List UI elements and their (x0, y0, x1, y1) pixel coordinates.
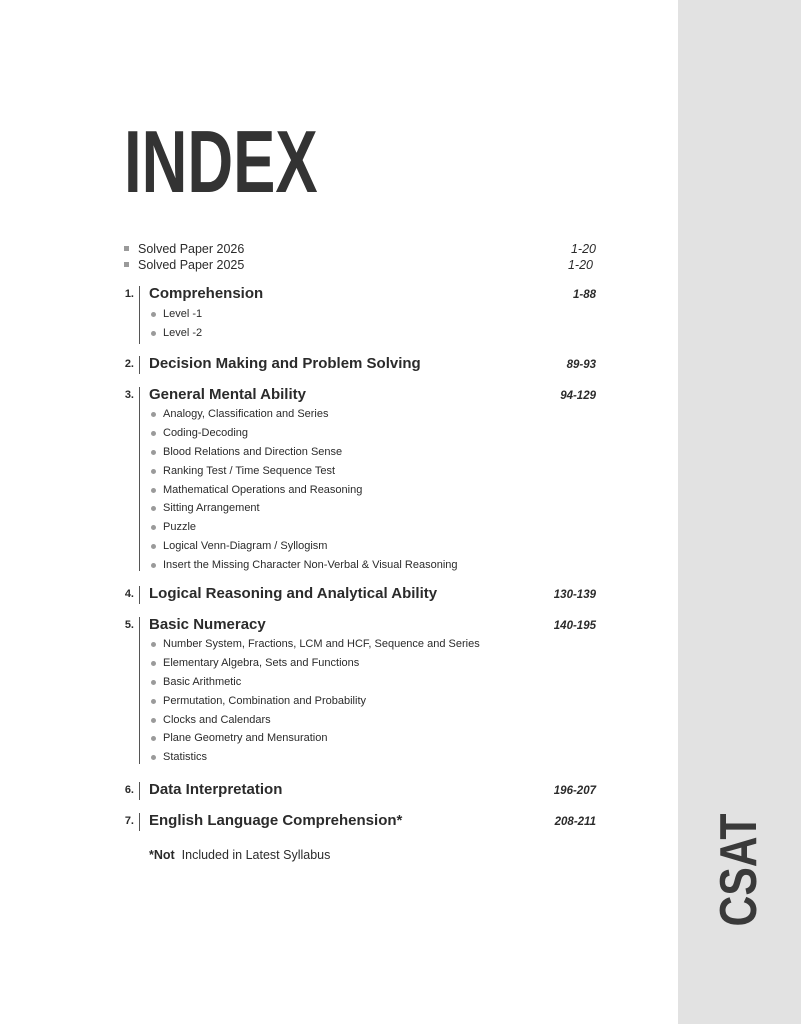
section-pages: 208-211 (554, 816, 596, 828)
section-divider (139, 356, 140, 374)
section-pages: 1-88 (572, 289, 596, 301)
section-items (149, 635, 480, 767)
section-pages: 94-129 (560, 390, 596, 402)
solved-paper-pages: 1-20 (570, 242, 596, 256)
section-title: Data Interpretation (149, 781, 283, 798)
section-divider (139, 813, 140, 831)
section-number: 1. (124, 288, 134, 300)
list-item: Logical Venn-Diagram / Syllogism (149, 537, 458, 556)
section-pages: 130-139 (553, 589, 596, 601)
list-item: Level -2 (149, 324, 202, 343)
list-item: Plane Geometry and Mensuration (149, 729, 480, 748)
syllabus-note (149, 847, 330, 863)
list-item: Analogy, Classification and Series (149, 405, 458, 424)
solved-paper-pages: 1-20 (567, 258, 593, 272)
section-number: 5. (124, 619, 134, 631)
list-item: Clocks and Calendars (149, 711, 480, 730)
section-title: General Mental Ability (149, 386, 306, 403)
list-item: Mathematical Operations and Reasoning (149, 481, 458, 500)
note-text: Included in Latest Syllabus (181, 848, 331, 862)
section-title: English Language Comprehension* (149, 812, 403, 829)
section-title: Comprehension (149, 285, 264, 302)
section-divider (139, 586, 140, 604)
solved-paper-label: Solved Paper 2026 (138, 242, 245, 256)
square-bullet-icon (124, 262, 129, 267)
section-title: Decision Making and Problem Solving (149, 355, 421, 372)
square-bullet-icon (124, 246, 129, 251)
section-number: 2. (124, 358, 134, 370)
section-pages: 196-207 (553, 785, 596, 797)
section-number: 3. (124, 389, 134, 401)
list-item: Sitting Arrangement (149, 499, 458, 518)
list-item: Permutation, Combination and Probability (149, 692, 480, 711)
list-item: Basic Arithmetic (149, 673, 480, 692)
list-item: Blood Relations and Direction Sense (149, 443, 458, 462)
section-title: Logical Reasoning and Analytical Ability (149, 585, 438, 602)
list-item: Insert the Missing Character Non-Verbal & Visual Reasoning (149, 556, 458, 575)
page-title: INDEX (124, 112, 318, 211)
section-divider (139, 387, 140, 571)
list-item: Ranking Test / Time Sequence Test (149, 462, 458, 481)
note-marker: *Not (149, 848, 175, 862)
section-items (149, 405, 458, 575)
list-item: Statistics (149, 748, 480, 767)
list-item: Number System, Fractions, LCM and HCF, Sequence and Series (149, 635, 480, 654)
section-divider (139, 617, 140, 764)
section-number: 6. (124, 784, 134, 796)
list-item: Elementary Algebra, Sets and Functions (149, 654, 480, 673)
solved-paper-row (124, 241, 596, 257)
list-item: Coding-Decoding (149, 424, 458, 443)
section-items (149, 305, 202, 343)
section-title: Basic Numeracy (149, 616, 266, 633)
section-pages: 140-195 (553, 620, 596, 632)
solved-paper-label: Solved Paper 2025 (138, 258, 245, 272)
section-divider (139, 286, 140, 344)
section-divider (139, 782, 140, 800)
side-label: CSAT (710, 813, 768, 927)
section-pages: 89-93 (566, 359, 596, 371)
list-item: Level -1 (149, 305, 202, 324)
section-number: 4. (124, 588, 134, 600)
list-item: Puzzle (149, 518, 458, 537)
solved-paper-row (124, 257, 593, 273)
section-number: 7. (124, 815, 134, 827)
